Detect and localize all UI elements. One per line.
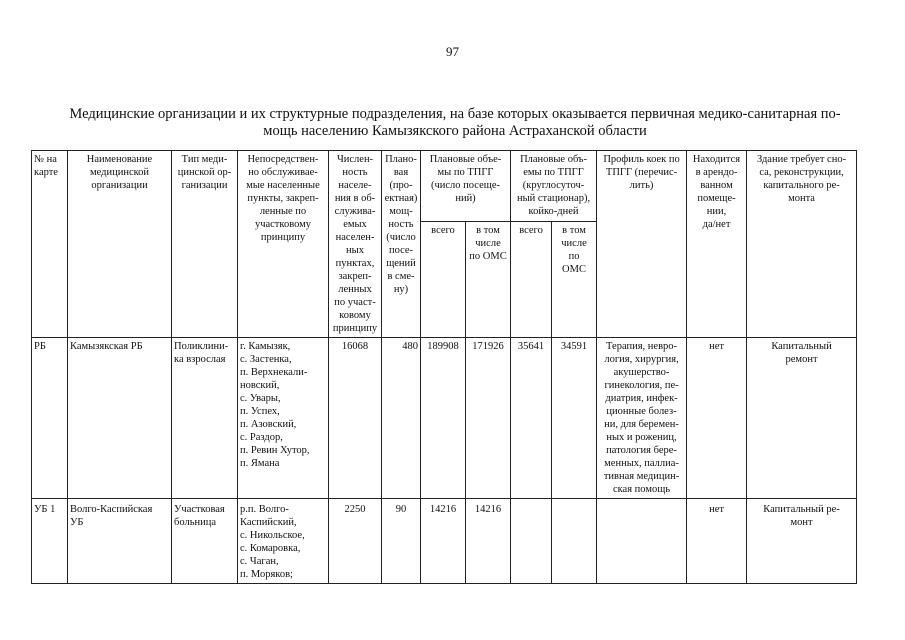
header-hospital-total: всего (511, 221, 552, 337)
cell-rented: нет (687, 338, 747, 499)
header-population: Числен- ность населе- ния в об- служива- емых населен- ных пунктах, закреп- ленных по участ- ковому принципу (329, 151, 382, 338)
cell-map-no: УБ 1 (32, 499, 68, 584)
header-visits-oms: в том числе по ОМС (466, 221, 511, 337)
cell-bed-profile: Терапия, невро- логия, хирургия, акушерство- гинекология, пе- диатрия, инфек- ционные болез- ни, для беремен- ных и рожениц, патология бере- менных, паллиа- тивная медицин- ская помощь (597, 338, 687, 499)
cell-org-name: Камызякская РБ (68, 338, 172, 499)
table-row (32, 338, 857, 499)
cell-population: 2250 (329, 499, 382, 584)
cell-settlements: р.п. Волго- Каспийский, с. Никольское, с. Комаровка, с. Чаган, п. Моряков; (238, 499, 329, 584)
cell-rented: нет (687, 499, 747, 584)
header-map-no: № на карте (32, 151, 68, 338)
cell-visits-total: 14216 (421, 499, 466, 584)
document-title: Медицинские организации и их структурные подразделения, на базе которых оказывается первичная медико-санитарная по- мощь населению Камызякского района Астраханской области (69, 106, 841, 139)
medical-organizations-table (31, 150, 857, 584)
header-settlements: Непосредствен- но обслуживае- мые населенные пункты, закреп- ленные по участковому принципу (238, 151, 329, 338)
table-row (32, 499, 857, 584)
cell-org-type: Поликлини- ка взрослая (172, 338, 238, 499)
cell-hospital-total (511, 499, 552, 584)
header-rented: Находится в арендо- ванном помеще- нии, да/нет (687, 151, 747, 338)
cell-hospital-total: 35641 (511, 338, 552, 499)
cell-bed-profile (597, 499, 687, 584)
cell-visits-oms: 171926 (466, 338, 511, 499)
cell-visits-total: 189908 (421, 338, 466, 499)
header-hospital: Плановые объ- емы по ТПГГ (круглосуточ- ный стационар), койко-дней (511, 151, 597, 222)
header-org-type: Тип меди- цинской ор- ганизации (172, 151, 238, 338)
cell-visits-oms: 14216 (466, 499, 511, 584)
cell-capacity: 90 (382, 499, 421, 584)
cell-map-no: РБ (32, 338, 68, 499)
table-header-row (32, 151, 857, 222)
cell-capacity: 480 (382, 338, 421, 499)
header-org-name: Наименование медицинской организации (68, 151, 172, 338)
page-number: 97 (446, 44, 459, 59)
header-hospital-oms: в том числе по ОМС (552, 221, 597, 337)
cell-settlements: г. Камызяк, с. Застенка, п. Верхнекали- новский, с. Увары, п. Успех, п. Азовский, с. Раздор, п. Ревин Хутор, п. Ямана (238, 338, 329, 499)
header-bed-profile: Профиль коек по ТПГГ (перечис- лить) (597, 151, 687, 338)
cell-org-name: Волго-Каспийская УБ (68, 499, 172, 584)
cell-building: Капитальный ре- монт (747, 499, 857, 584)
header-building: Здание требует сно- са, реконструкции, капитального ре- монта (747, 151, 857, 338)
header-visits: Плановые объе- мы по ТПГГ (число посеще- ний) (421, 151, 511, 222)
header-visits-total: всего (421, 221, 466, 337)
cell-hospital-oms (552, 499, 597, 584)
cell-org-type: Участковая больница (172, 499, 238, 584)
cell-building: Капитальный ремонт (747, 338, 857, 499)
cell-population: 16068 (329, 338, 382, 499)
cell-hospital-oms: 34591 (552, 338, 597, 499)
header-capacity: Плано- вая (про- ектная) мощ- ность (число посе- щений в сме- ну) (382, 151, 421, 338)
